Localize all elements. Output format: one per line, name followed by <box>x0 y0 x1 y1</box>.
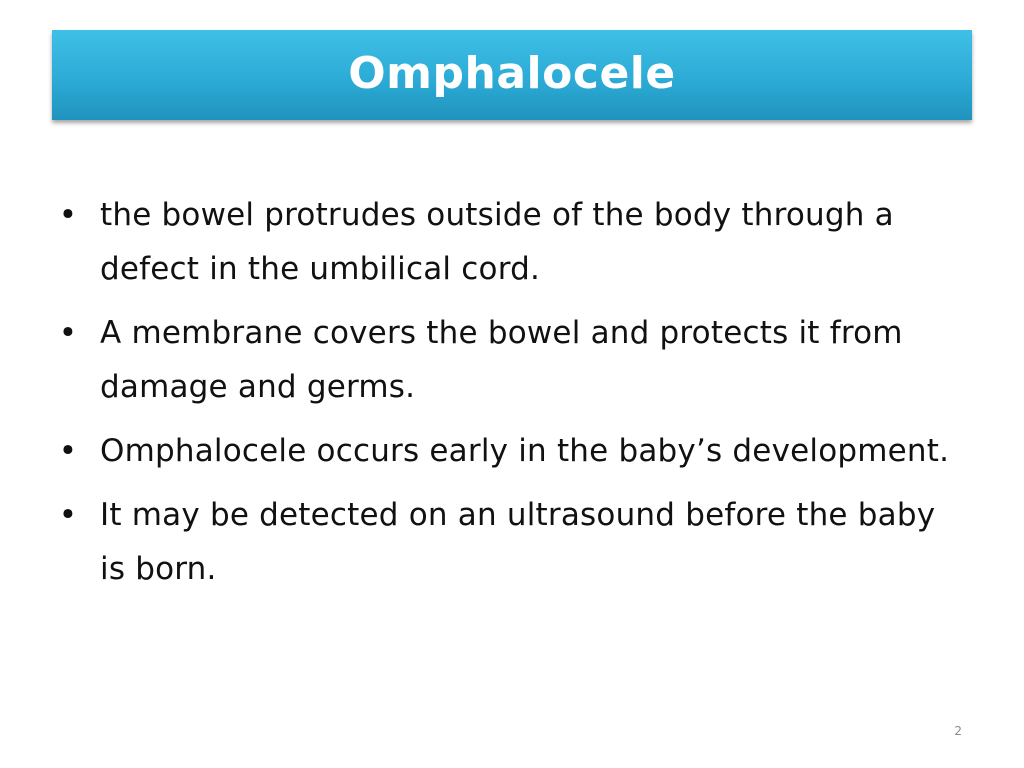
bullet-marker: • <box>58 433 78 469</box>
bullet-text: A membrane covers the bowel and protects it from damage and germs. <box>100 315 903 405</box>
bullet-text: Omphalocele occurs early in the baby’s development. <box>100 433 950 469</box>
slide-title: Omphalocele <box>348 47 676 99</box>
bullet-list <box>58 188 958 606</box>
bullet-text: It may be detected on an ultrasound before the baby is born. <box>100 497 936 587</box>
bullet-item <box>58 188 958 296</box>
bullet-item <box>58 424 958 478</box>
bullet-marker: • <box>58 197 78 233</box>
bullet-marker: • <box>58 315 78 351</box>
bullet-marker: • <box>58 497 78 533</box>
bullet-item <box>58 306 958 414</box>
bullet-item <box>58 488 958 596</box>
page-number: 2 <box>954 724 962 738</box>
bullet-text: the bowel protrudes outside of the body through a defect in the umbilical cord. <box>100 197 894 287</box>
title-banner <box>52 30 972 120</box>
